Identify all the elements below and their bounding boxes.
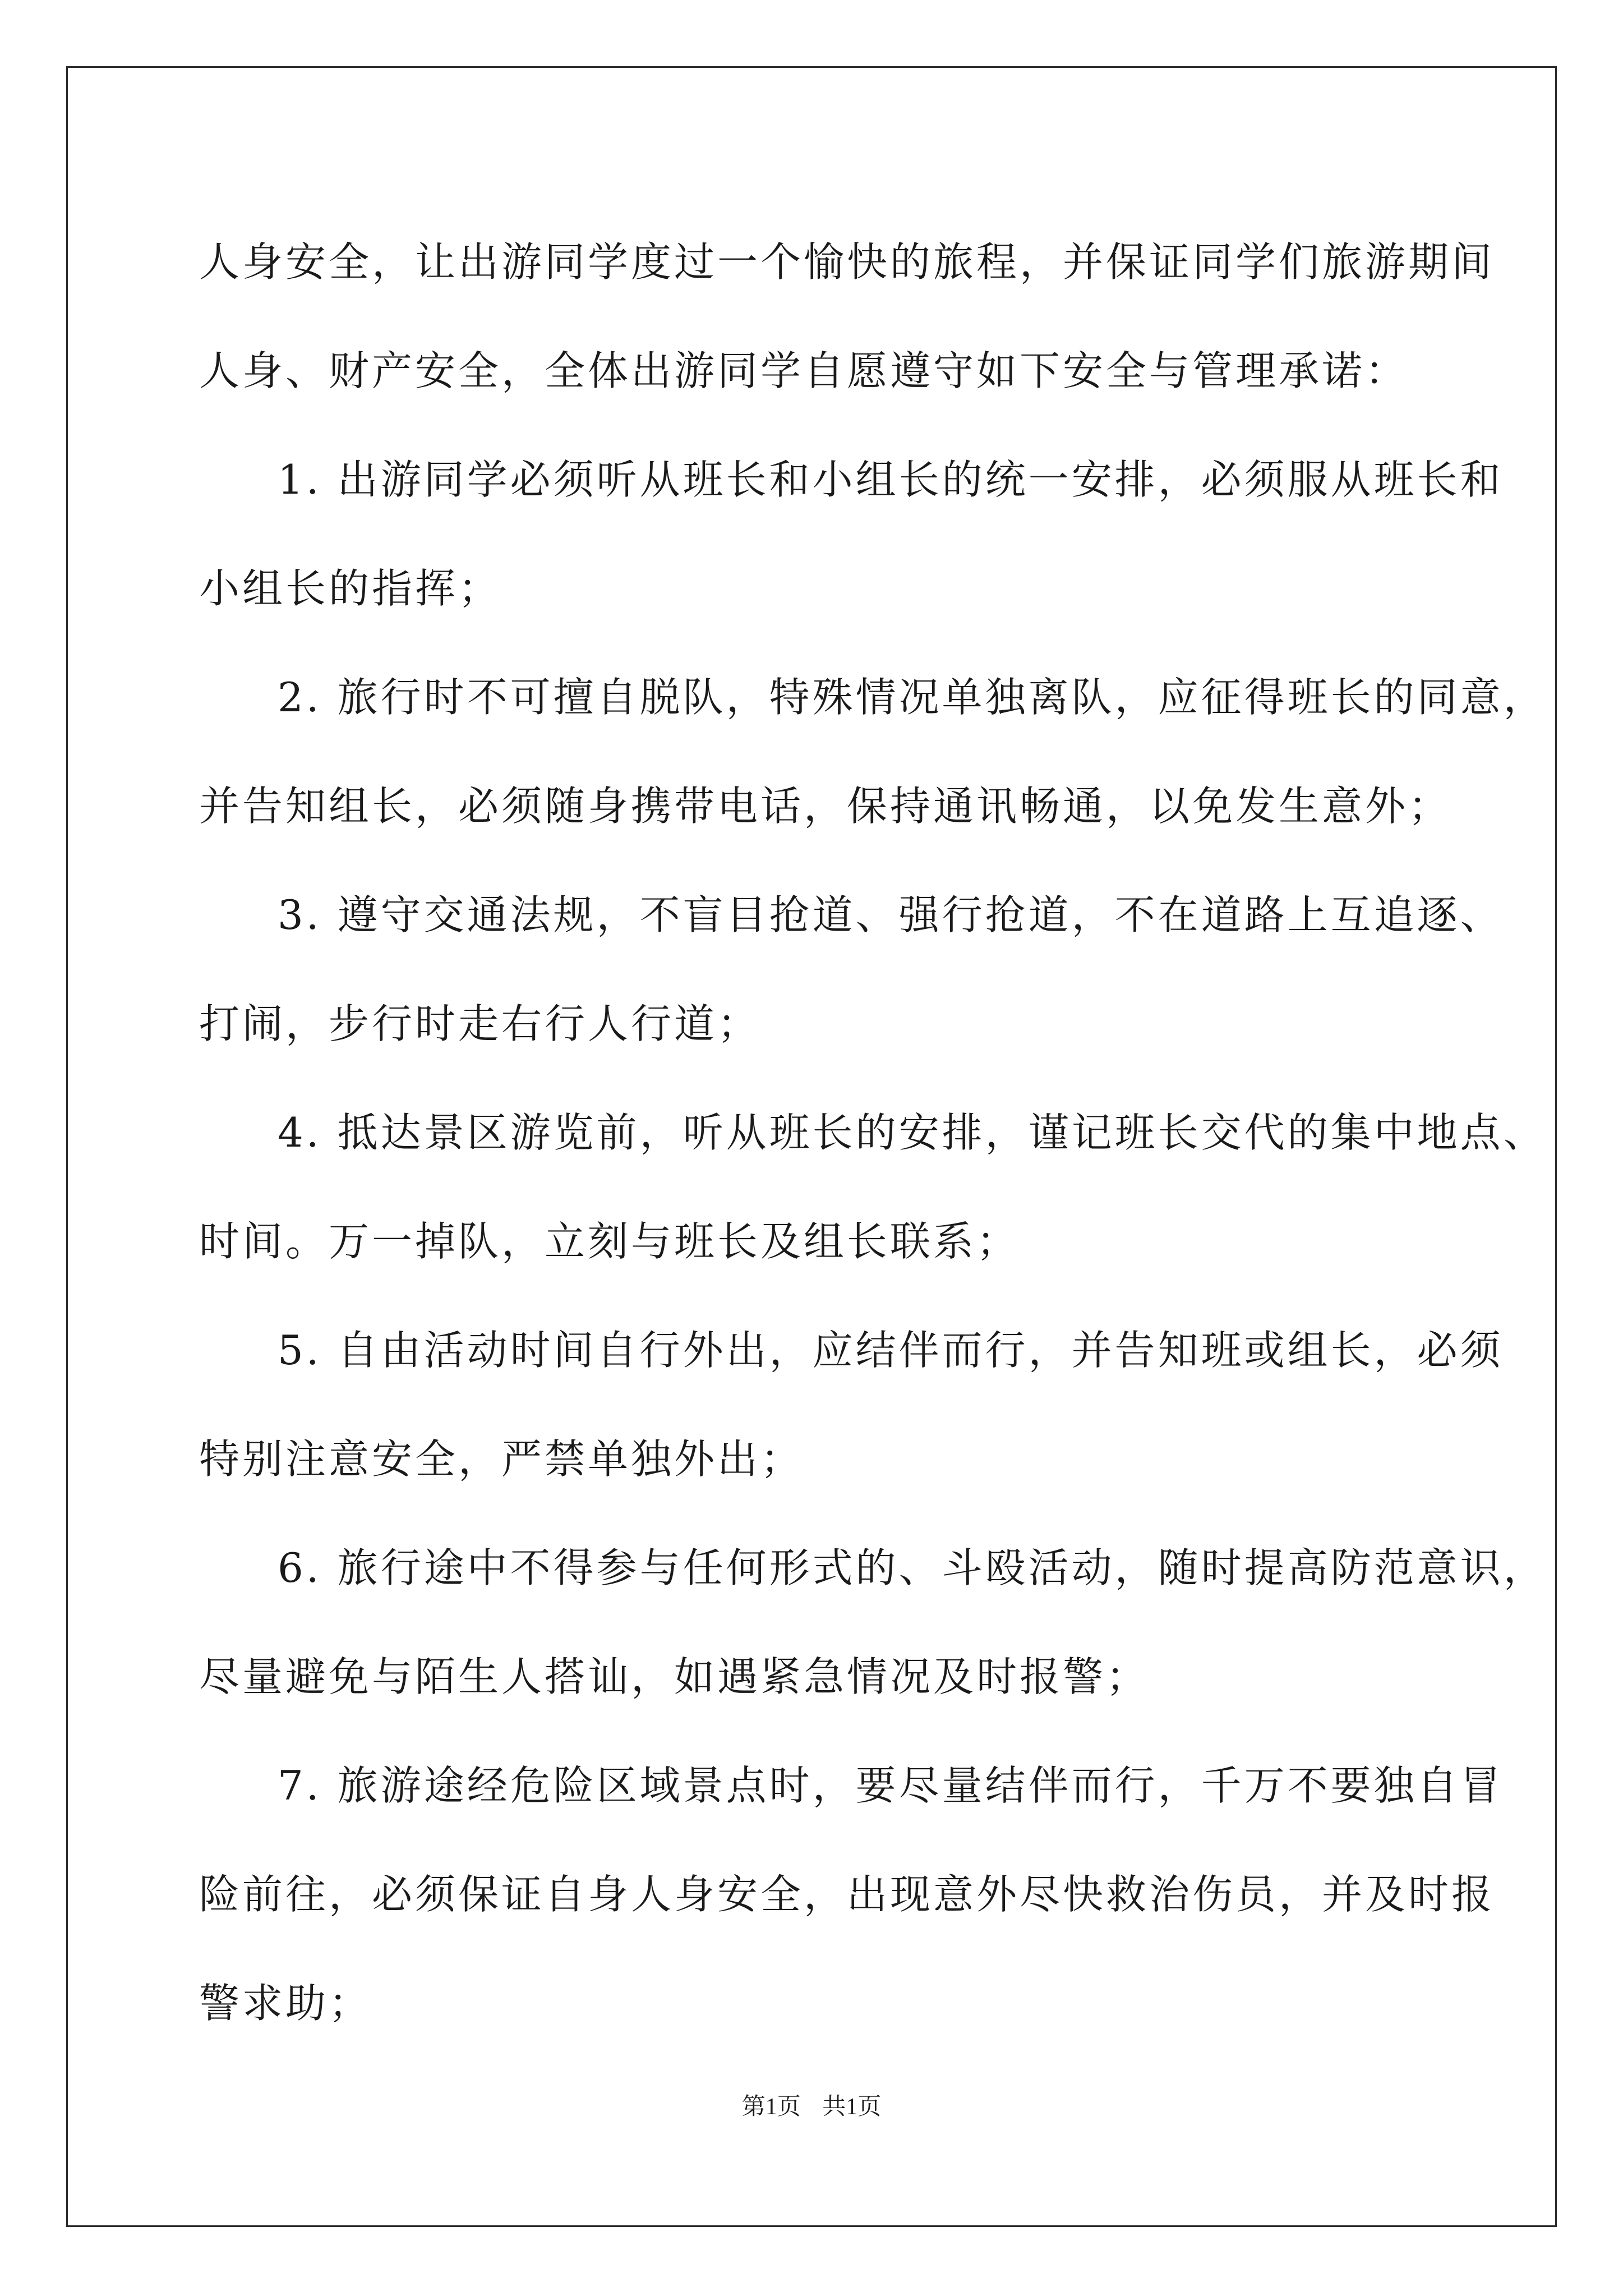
list-item-7-line: 7. 旅游途经危险区域景点时，要尽量结伴而行，千万不要独自冒 xyxy=(278,1762,1504,1809)
list-item-1-line: 小组长的指挥； xyxy=(199,565,502,612)
page-total: 共1页 xyxy=(822,2094,882,2120)
list-item-2-line: 2. 旅行时不可擅自脱队，特殊情况单独离队，应征得班长的同意， xyxy=(278,674,1547,721)
page-footer xyxy=(0,2088,1623,2122)
text-line: 人身、财产安全，全体出游同学自愿遵守如下安全与管理承诺： xyxy=(199,347,1409,394)
list-item-4-line: 时间。万一掉队，立刻与班长及组长联系； xyxy=(199,1218,1020,1265)
document-body xyxy=(199,208,1547,2058)
list-item-6-line: 6. 旅行途中不得参与任何形式的、斗殴活动，随时提高防范意识， xyxy=(278,1544,1547,1591)
text-line: 人身安全，让出游同学度过一个愉快的旅程，并保证同学们旅游期间 xyxy=(199,238,1495,286)
list-item-5-line: 特别注意安全，严禁单独外出； xyxy=(199,1435,804,1483)
page-number: 第1页 xyxy=(741,2094,801,2120)
list-item-1-line: 1. 出游同学必须听从班长和小组长的统一安排，必须服从班长和 xyxy=(278,456,1504,503)
list-item-3-line: 打闹，步行时走右行人行道； xyxy=(199,1000,761,1047)
list-item-6-line: 尽量避免与陌生人搭讪，如遇紧急情况及时报警； xyxy=(199,1653,1150,1700)
list-item-5-line: 5. 自由活动时间自行外出，应结伴而行，并告知班或组长，必须 xyxy=(278,1327,1504,1374)
list-item-4-line: 4. 抵达景区游览前，听从班长的安排，谨记班长交代的集中地点、 xyxy=(278,1109,1547,1156)
list-item-3-line: 3. 遵守交通法规，不盲目抢道、强行抢道，不在道路上互追逐、 xyxy=(278,891,1504,938)
list-item-2-line: 并告知组长，必须随身携带电话，保持通讯畅通，以免发生意外； xyxy=(199,783,1452,830)
list-item-7-line: 警求助； xyxy=(199,1980,372,2027)
list-item-7-line: 险前往，必须保证自身人身安全，出现意外尽快救治伤员，并及时报 xyxy=(199,1871,1495,1918)
